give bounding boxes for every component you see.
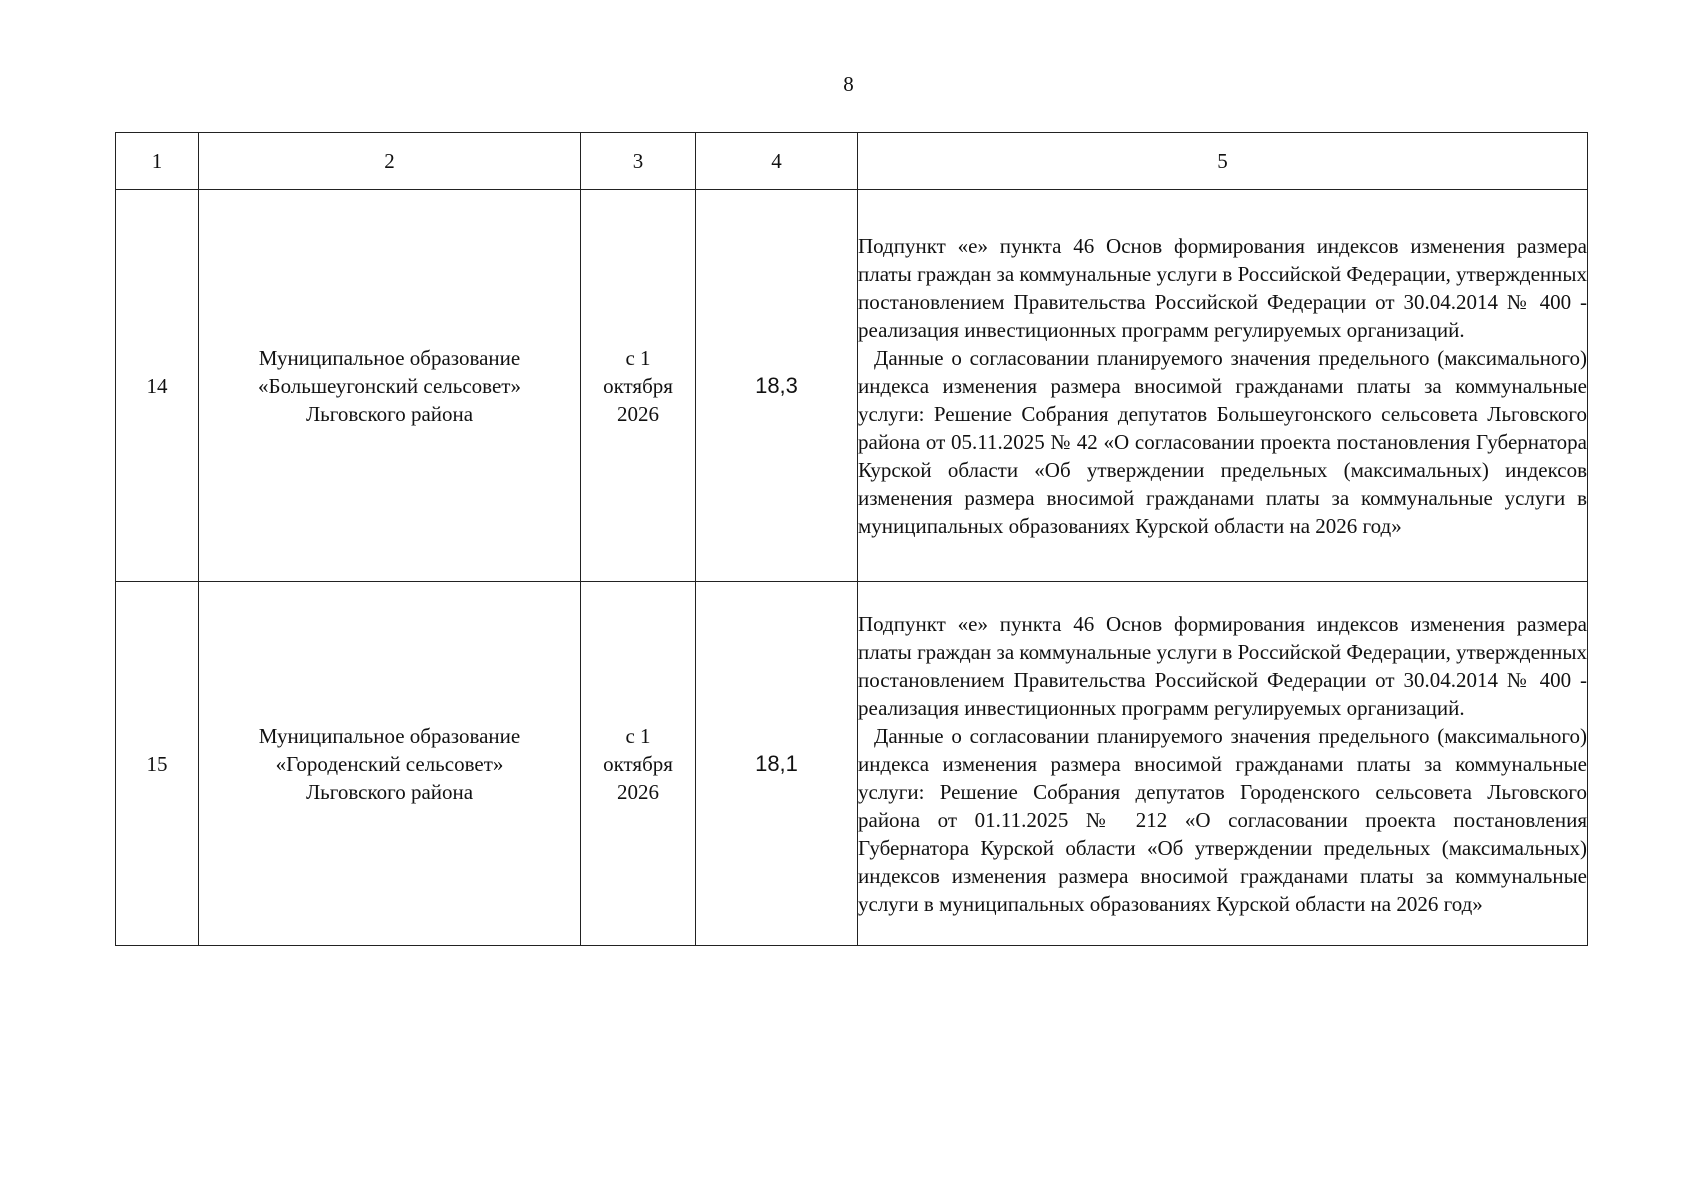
effective-date — [581, 190, 696, 582]
effective-date-line: октября — [603, 751, 673, 776]
column-header-3: 3 — [581, 133, 696, 190]
municipality-name — [199, 190, 581, 582]
table-row — [116, 190, 1588, 582]
index-value: 18,3 — [696, 190, 858, 582]
municipality-name-line: Муниципальное образование — [258, 723, 521, 748]
municipality-name-line: «Городенский сельсовет» — [275, 751, 504, 776]
column-header-1: 1 — [116, 133, 199, 190]
justification-paragraph: Данные о согласовании планируемого значения предельного (максимального) индекса изменения размера вносимой гражданами платы за коммунальные услуги: Решение Собрания депутатов Большеугонского сельсовета Льговского района от 05.11.2025 № 42 «О согласовании проекта постановления Губернатора Курской области «Об утверждении предельных (максимальных) индексов изменения размера вносимой гражданами платы за коммунальные услуги в муниципальных образованиях Курской области на 2026 год» — [858, 345, 1587, 538]
justification-paragraph: Подпункт «е» пункта 46 Основ формирования индексов изменения размера платы граждан за коммунальные услуги в Российской Федерации, утвержденных постановлением Правительства Российской Федерации от 30.04.2014 № 400 - реализация инвестиционных программ регулируемых организаций. — [858, 233, 1587, 342]
effective-date-line: с 1 — [625, 723, 651, 748]
column-header-2: 2 — [199, 133, 581, 190]
index-table — [115, 132, 1588, 946]
index-value: 18,1 — [696, 582, 858, 946]
municipality-name-line: Льговского района — [305, 779, 474, 804]
municipality-name-line: Льговского района — [305, 401, 474, 426]
effective-date-line: с 1 — [625, 345, 651, 370]
municipality-name — [199, 582, 581, 946]
justification-paragraph: Данные о согласовании планируемого значения предельного (максимального) индекса изменения размера вносимой гражданами платы за коммунальные услуги: Решение Собрания депутатов Городенского сельсовета Льговского района от 01.11.2025 № 212 «О согласовании проекта постановления Губернатора Курской области «Об утверждении предельных (максимальных) индексов изменения размера вносимой гражданами платы за коммунальные услуги в муниципальных образованиях Курской области на 2026 год» — [858, 723, 1587, 916]
effective-date-line: октября — [603, 373, 673, 398]
municipality-name-line: «Большеугонский сельсовет» — [258, 373, 521, 398]
effective-date — [581, 582, 696, 946]
justification-paragraph: Подпункт «е» пункта 46 Основ формирования индексов изменения размера платы граждан за коммунальные услуги в Российской Федерации, утвержденных постановлением Правительства Российской Федерации от 30.04.2014 № 400 - реализация инвестиционных программ регулируемых организаций. — [858, 611, 1587, 720]
effective-date-line: 2026 — [617, 779, 659, 804]
row-number: 15 — [116, 582, 199, 946]
column-header-4: 4 — [696, 133, 858, 190]
justification-text — [858, 582, 1588, 946]
row-number: 14 — [116, 190, 199, 582]
table-row — [116, 582, 1588, 946]
table-header-row — [116, 133, 1588, 190]
page-number: 8 — [843, 72, 854, 96]
column-header-5: 5 — [858, 133, 1588, 190]
municipality-name-line: Муниципальное образование — [258, 345, 521, 370]
effective-date-line: 2026 — [617, 401, 659, 426]
justification-text — [858, 190, 1588, 582]
